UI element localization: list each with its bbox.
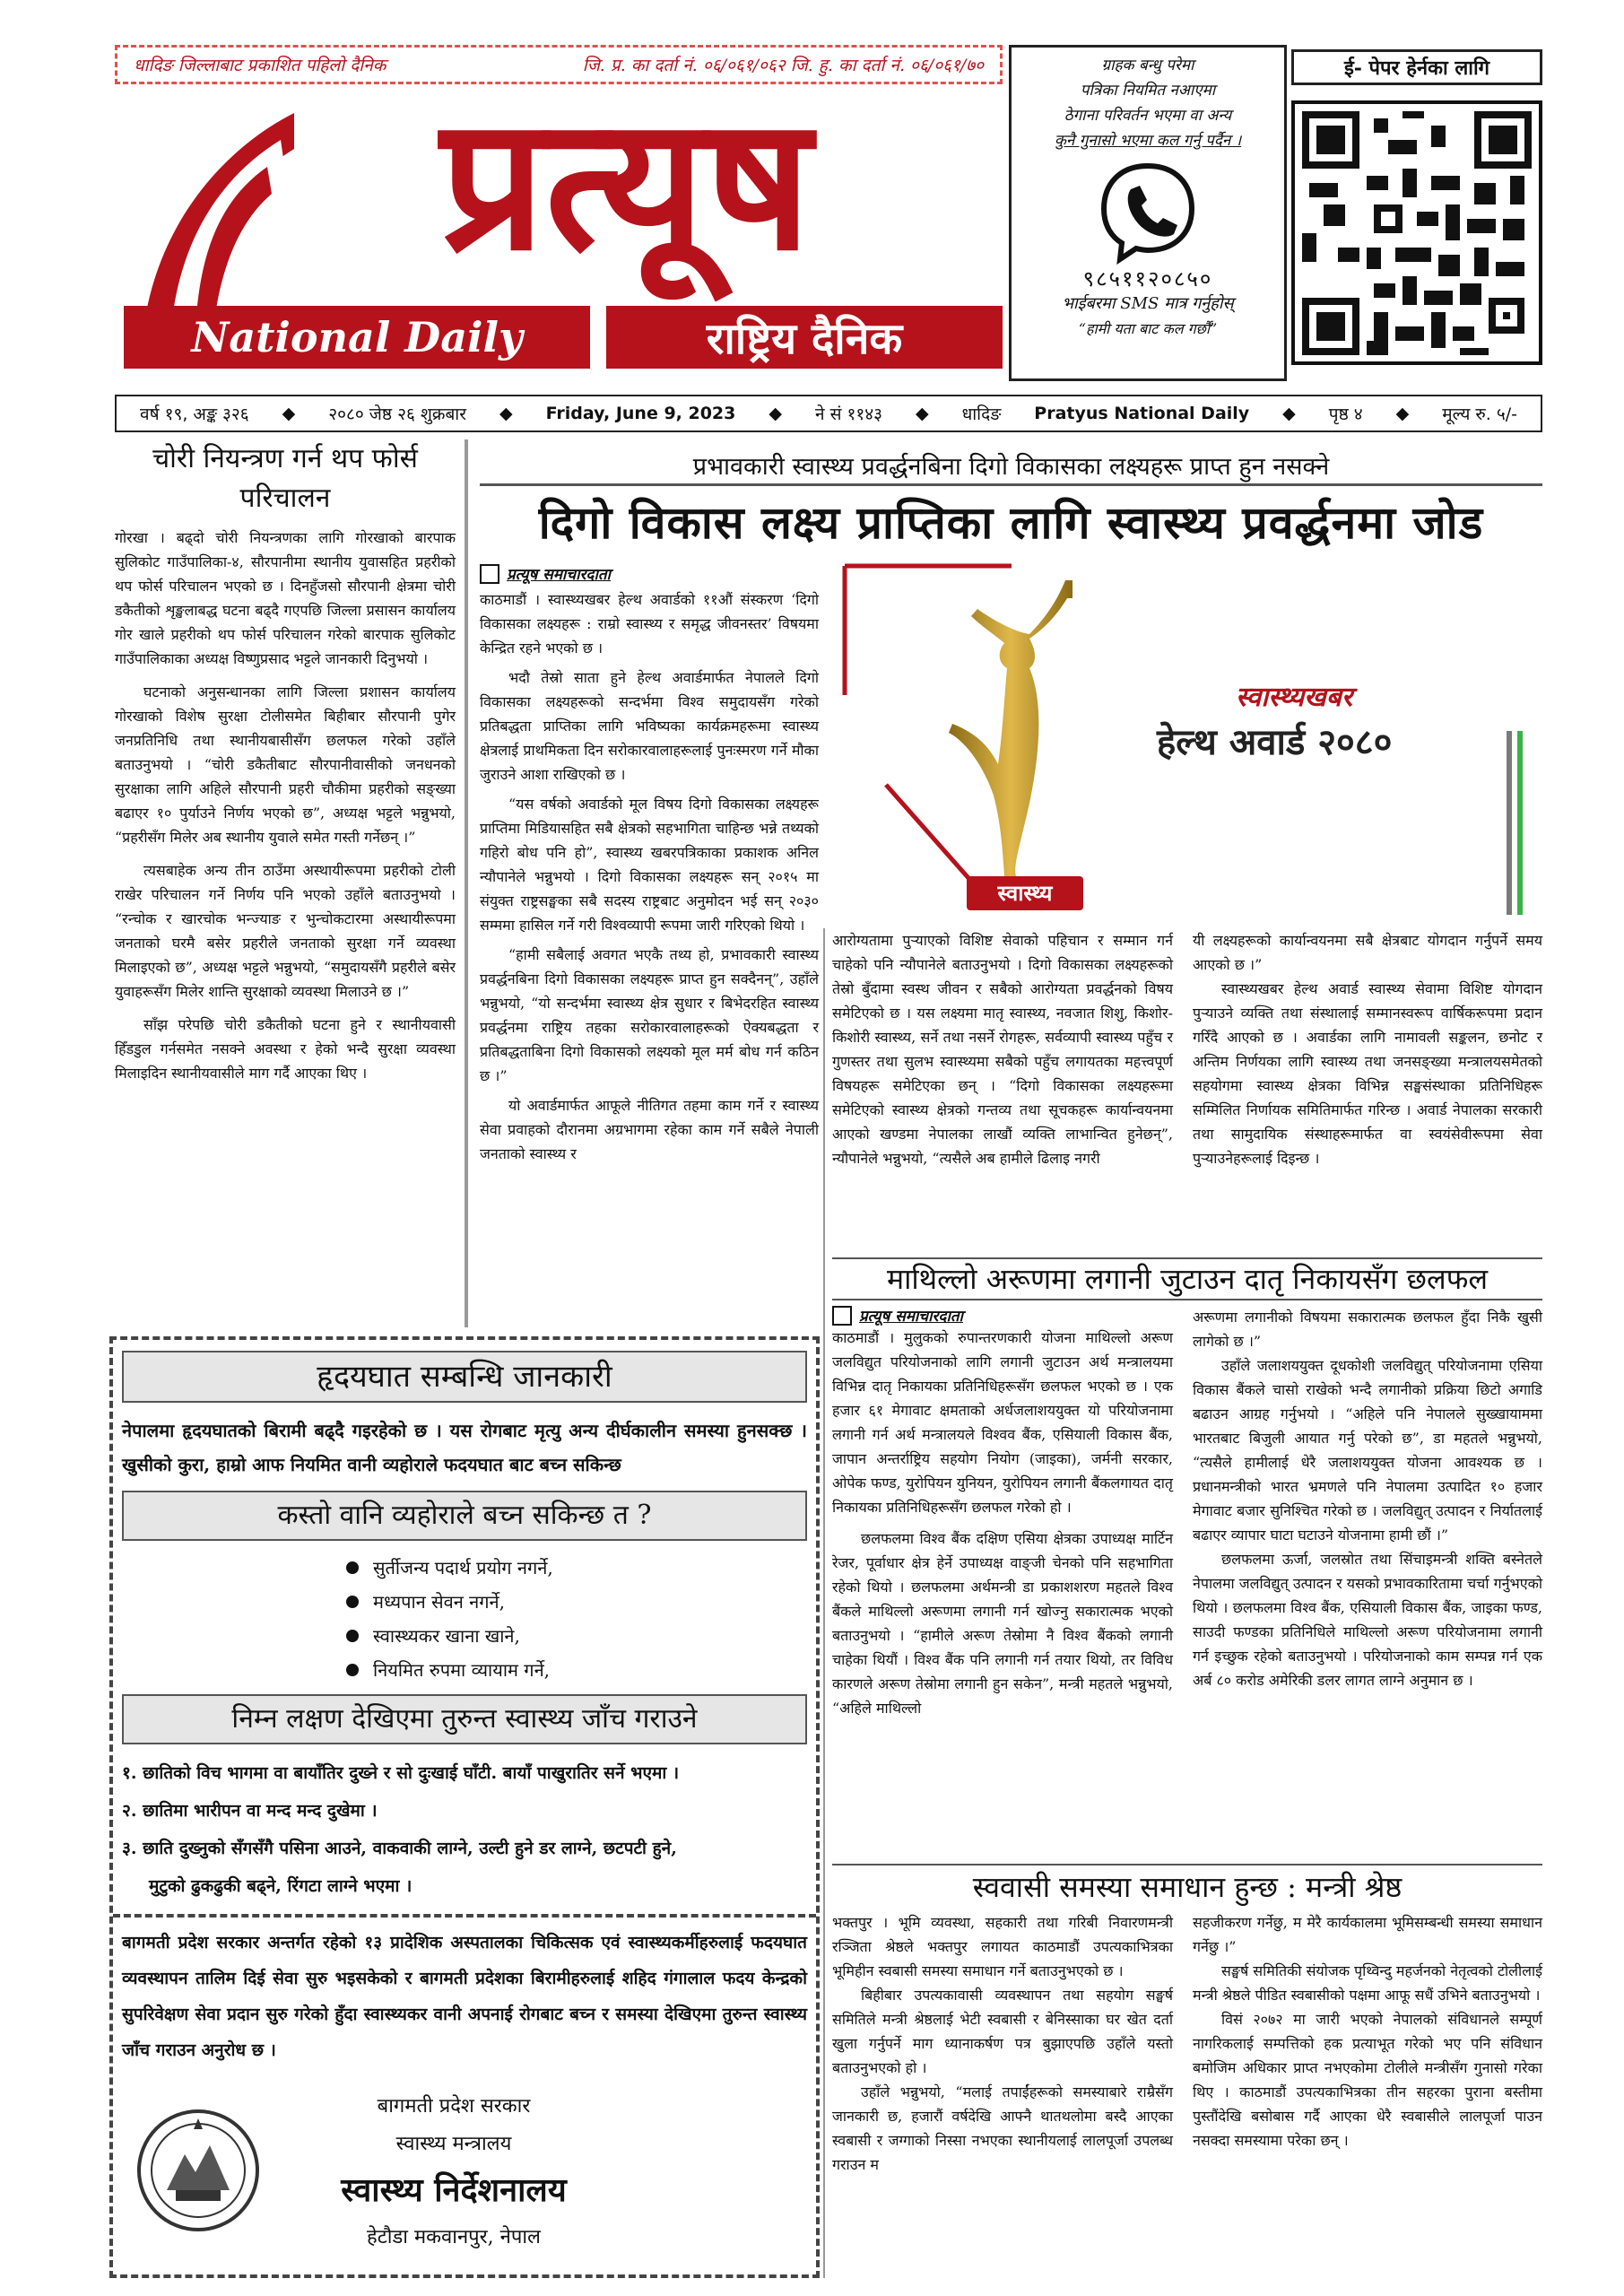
gov-line-1: बागमती प्रदेश सरकार (377, 2095, 531, 2118)
main-headline: दिगो विकास लक्ष्य प्राप्तिका लागि स्वास्थ्य प्रवर्द्धनमा जोड (538, 497, 1484, 549)
dateline-bar: वर्ष १९, अङ्क ३२६ ◆ २०८० जेष्ठ २६ शुक्रबार ◆ Friday, June 9, 2023 ◆ ने सं ११४३ ◆ धादिङ Pratyus National Daily ◆ पृष्ठ ४ ◆ मूल्य रु. ५/- (115, 395, 1542, 432)
main-col-1 (480, 563, 819, 1335)
notice-line: पत्रिका नियमित नआएमा (1080, 82, 1216, 100)
list-item: २. छातिमा भारीपन वा मन्द मन्द दुखेमा । (122, 1801, 378, 1821)
dateline-english-date: Friday, June 9, 2023 (545, 404, 736, 423)
notice-footer-text: बागमती प्रदेश सरकार अन्तर्गत रहेको १३ प्रादेशिक अस्पतालका चिकित्सक एवं स्वास्थ्यकर्मीहरुलाई फदयघात व्यवस्थापन तालिम दिई सेवा सुरु भइसकेको र बागमती प्रदेशका बिरामीहरुलाई शहिद गंगालाल फदय केन्द्रको सुपरिवेक्षण सेवा प्रदान सुरु गरेको हुँदा स्वास्थ्यकर वानी अपनाई रोगबाट बच्न र समस्या देखिएमा तुरुन्त स्वास्थ्य जाँच गराउन अनुरोध छ । (122, 1933, 807, 2060)
notice-intro: नेपालमा हृदयघातको बिरामी बढ्दै गइरहेको छ । यस रोगबाट मृत्यु अन्य दीर्घकालीन समस्या हुनसक्छ । खुसीको कुरा, हाम्रो आफ नियमित वानी व्यहोराले फदयघात बाट बच्न सकिन्छ (122, 1420, 807, 1475)
dateline-place: धादिङ (961, 404, 1002, 424)
logo-nepali: प्रत्यूष (440, 78, 812, 291)
list-item: मुटुको ढुकढुकी बढ्ने, रिंगटा लाग्ने भएमा । (149, 1876, 413, 1896)
left-article-body (115, 526, 456, 1085)
paragraph: घटनाको अनुसन्धानका लागि जिल्ला प्रशासन कार्यालय गोरखाको विशेष सुरक्षा टोलीसमेत बिहीबार सौरपानी पुगेर जनप्रतिनिधि तथा स्थानीयबासीसँग छलफल गरेको उहाँले बताउनुभयो । “चोरी डकैतीबाट सौरपानीवासीको जनधनको सुरक्षाका लागि अहिले सौरपानी प्रहरी चौकीमा प्रहरीको सङ्ख्या बढाएर १० पुर्याउने निर्णय भएको छ”, अध्यक्ष भट्टले भन्नुभयो, “प्रहरीसँग मिलेर अब स्थानीय युवाले समेत गस्ती गर्नेछन् ।” (115, 683, 456, 846)
main-col-3 (1193, 928, 1542, 1251)
reader-notice-box (1009, 45, 1287, 381)
viber-phone-icon (1095, 159, 1201, 265)
logo (115, 78, 1003, 373)
main-col-1-body (480, 587, 819, 1166)
squatter-col-1 (832, 1910, 1173, 2278)
byline-box-icon (832, 1306, 852, 1326)
logo-subtitle: राष्ट्रिय दैनिक (706, 313, 903, 364)
paragraph: छलफलमा विश्व बैंक दक्षिण एसिया क्षेत्रका उपाध्यक्ष मार्टिन रेजर, पूर्वाधार क्षेत्र हेर्ने उपाध्यक्ष वाङ्जी चेनको पनि सहभागिता रहेको थियो । छलफलमा अर्थमन्त्री डा प्रकाशशरण महतले विश्व बैंकले माथिल्लो अरूणमा लगानी गर्न खोज्नु सकारात्मक भएको बताउनुभयो । “हामीले अरूण तेस्रोमा नै विश्व बैंकको लगानी चाहेका थियौं । विश्व बैंक पनि लगानी गर्न तयार थियो, तर विविध कारणले अरूण तेस्रोमा लगानी हुन सकेन”, मन्त्री महतले भन्नुभयो, “अहिले माथिल्लो (832, 1530, 1173, 1717)
dateline-year: वर्ष १९, अङ्क ३२६ (140, 404, 249, 424)
symptoms-list (122, 1754, 807, 1907)
column-divider (465, 439, 468, 1327)
bullet-icon (346, 1596, 359, 1608)
paragraph: गोरखा । बढ्दो चोरी नियन्त्रणका लागि गोरखाको बारपाक सुलिकोट गाउँपालिका-४, सौरपानीमा स्थानीय युवासहित प्रहरीको थप फोर्स परिचालन भएको छ । दिनहुँजसो सौरपानी क्षेत्रमा चोरी डकैतीको शृङ्खलाबद्ध घटना बढ्दै गएपछि जिल्ला प्रसासन कार्यालय गोर खाले प्रहरीको थप फोर्स परिचालन गरेको बारपाक सुलिकोट गाउँपालिकाका अध्यक्ष विष्णुप्रसाद भट्टले जानकारी दिनुभयो । (115, 529, 456, 667)
dateline-nepali-date: २०८० जेष्ठ २६ शुक्रबार (328, 404, 466, 424)
paragraph: बिहीबार उपत्यकावासी व्यवस्थापन तथा सहयोग सङ्घर्ष समितिले मन्त्री श्रेष्ठलाई भेटी स्वबासी र बेनिस्साका घर खेत दर्ता खुला गर्नुपर्ने माग ध्यानाकर्षण पत्र बुझाएपछि उहाँले यस्तो बताउनुभएको हो । (832, 1987, 1173, 2076)
list-item: स्वास्थ्यकर खाना खाने, (346, 1619, 750, 1653)
gov-line-3: स्वास्थ्य निर्देशनालय (341, 2171, 567, 2209)
list-item: १. छातिको विच भागमा वा बायाँतिर दुख्ने र सो दुःखाई घाँटी. बायाँ पाखुरातिर सर्ने भएमा । (122, 1763, 680, 1783)
logo-english: National Daily (191, 313, 523, 361)
bullet-icon (346, 1561, 359, 1574)
habits-list (346, 1551, 750, 1694)
left-article (115, 439, 456, 1327)
paragraph: उहाँले भन्नुभयो, “मलाई तपाईंहरूको समस्याबारे राम्रैसँग जानकारी छ, हजारौं वर्षदेखि आफ्नै थातथलोमा बस्दै आएका स्वबासी र जग्गाको निस्सा नभएका स्थानीयलाई लालपूर्जा उपलब्ध गराउन म (832, 2083, 1173, 2173)
paragraph: अरूणमा लगानीको विषयमा सकारात्मक छलफल हुँदा निकै खुसी लागेको छ ।” (1193, 1309, 1542, 1350)
award-title: हेल्थ अवार्ड २०८० (1157, 722, 1393, 763)
top-right-tag: जि. प्र. का दर्ता नं. ०६/०६१/०६२ जि. हु. का दर्ता नं. ०६/०६१/७० (582, 56, 984, 75)
bullet-icon (346, 1630, 359, 1642)
masthead (115, 45, 1012, 381)
main-col-2 (832, 928, 1173, 1251)
paragraph: भक्तपुर । भूमि व्यवस्था, सहकारी तथा गरिबी निवारणमन्त्री रञ्जिता श्रेष्ठले भक्तपुर लगायत काठमाडौं उपत्यकाभित्रका भूमिहीन स्वबासी समस्या समाधान गर्ने बताउनुभएको छ । (832, 1914, 1173, 1979)
notice-separator (113, 1914, 816, 1918)
epaper-label: ई- पेपर हेर्नका लागि (1291, 49, 1542, 85)
paragraph: काठमाडौं । स्वास्थ्यखबर हेल्थ अवार्डको ११औं संस्करण ‘दिगो विकासका लक्ष्यहरू : राम्रो स्वास्थ्य र समृद्ध जीवनस्तर’ विषयमा केन्द्रित रहने भएको छ । (480, 591, 819, 657)
main-kicker: प्रभावकारी स्वास्थ्य प्रवर्द्धनबिना दिगो विकासका लक्ष्यहरू प्राप्त हुन नसक्ने (480, 448, 1542, 486)
byline-box-icon (480, 564, 499, 584)
award-brand: स्वास्थ्यखबर (1236, 682, 1353, 713)
gov-line-4: हेटौडा मकवानपुर, नेपाल (367, 2226, 541, 2248)
paragraph: सङ्घर्ष समितिकी संयोजक पृथ्विन्दु महर्जनको नेतृत्वको टोलीलाई मन्त्री श्रेष्ठले पीडित स्वबासीको पक्षमा आफू सधैं उभिने बताउनुभयो । (1193, 1962, 1542, 2004)
paragraph: उहाँले जलाशययुक्त दूधकोशी जलविद्युत् परियोजनामा एसिया विकास बैंकले चासो राखेको भन्दै लगानीको प्रक्रिया छिटो अगाडि बढाउन आग्रह गर्नुभयो । “अहिले पनि नेपालले सुख्खायाममा भारतबाट बिजुली आयात गर्नु परेको छ”, डा महतले भन्नुभयो, “त्यसैले हामीलाई धेरै जलाशययुक्त योजना आवश्यक छ । प्रधानमन्त्रीको भारत भ्रमणले पनि नेपालमा उत्पादित १० हजार मेगावाट बजार सुनिश्चित गरेको छ । जलविद्युत् उत्पादन र निर्यातलाई बढाएर व्यापार घाटा घटाउने योजनामा हामी छौं ।” (1193, 1357, 1542, 1544)
paragraph: “हामी सबैलाई अवगत भएकै तथ्य हो, प्रभावकारी स्वास्थ्य प्रवर्द्धनबिना दिगो विकासका लक्ष्यहरू प्राप्त हुन सक्दैनन्”, उहाँले भन्नुभयो, “यो सन्दर्भमा स्वास्थ्य क्षेत्र सुधार र बिभेदरहित स्वास्थ्य प्रवर्द्धनमा राष्ट्रिय तहका सरोकारवालाहरूको ऐक्यबद्धता र प्रतिबद्धताबिना दिगो विकासको लक्ष्यको मूल मर्म बोध गर्न कठिन छ ।” (480, 946, 819, 1084)
hydro-headline: माथिल्लो अरूणमा लगानी जुटाउन दातृ निकायसँग छलफल (832, 1257, 1542, 1300)
gov-line-2: स्वास्थ्य मन्त्रालय (395, 2133, 512, 2155)
logo-english-banner (124, 306, 590, 369)
paragraph: साँझ परेपछि चोरी डकैतीको घटना हुने र स्थानीयवासी हिँडडुल गर्नसमेत नसक्ने अवस्था र हेको भन्दै सुरक्षा व्यवस्था मिलाइदिन स्थानीयवासीले माग गर्दै आएका थिए । (115, 1016, 456, 1082)
main-byline: प्रत्यूष समाचारदाता (480, 563, 819, 584)
notice-line: ग्राहक बन्धु परेमा (1101, 57, 1194, 74)
top-left-tag: धादिङ जिल्लाबाट प्रकाशित पहिलो दैनिक (134, 56, 386, 75)
dateline-paper-name: Pratyus National Daily (1034, 404, 1250, 423)
viber-number: ९८५११२०८५० (1082, 266, 1213, 291)
squatter-col-2 (1193, 1910, 1542, 2278)
nepal-emblem-icon (131, 2100, 265, 2235)
paragraph: भदौ तेस्रो साता हुने हेल्थ अवार्डमार्फत नेपालले दिगो विकासका लक्ष्यहरूको सन्दर्भमा विश्व समुदायसँग गरेको प्रतिबद्धता प्राप्तिका लागि भविष्यका कार्यक्रमहरूमा स्वास्थ्य क्षेत्रलाई प्राथमिकता दिन सरोकारवालाहरूलाई पुनःस्मरण गर्ने मौका जुराउने आशा राखिएको छ । (480, 669, 819, 783)
paragraph: यी लक्ष्यहरूको कार्यान्वयनमा सबै क्षेत्रबाट योगदान गर्नुपर्ने समय आएको छ ।” (1193, 932, 1542, 973)
list-item: मध्यपान सेवन नगर्ने, (346, 1585, 750, 1619)
dateline-ne-sam: ने सं ११४३ (814, 404, 882, 424)
trophy-base-label: स्वास्थ्य (997, 881, 1053, 906)
hydro-col-2 (1193, 1305, 1542, 1852)
list-item: नियमित रुपमा व्यायाम गर्ने, (346, 1653, 750, 1687)
notice-line: कुनै गुनासो भएमा कल गर्नु पर्दैन । (1054, 132, 1242, 150)
hydro-byline: प्रत्यूष समाचारदाता (832, 1305, 1173, 1326)
logo-subtitle-banner (606, 306, 1003, 369)
left-article-headline: चोरी नियन्त्रण गर्न थप फोर्स परिचालन (152, 443, 418, 514)
column-divider (823, 928, 825, 2278)
trophy-icon (931, 562, 1110, 921)
viber-quote: “हामी यता बाट कल गर्छौं” (1078, 320, 1218, 337)
paragraph: स्वास्थ्यखबर हेल्थ अवार्ड स्वास्थ्य सेवामा विशिष्ट योगदान पुऱ्याउने व्यक्ति तथा संस्थालाई सम्मानस्वरूप वार्षिकरूपमा प्रदान गरिँदै आएको छ । अवार्डका लागि नामावली सङ्कलन, छनोट र अन्तिम निर्णयका लागि स्वास्थ्य तथा जनसङ्ख्या मन्त्रालयसमेतको सहयोगमा स्वास्थ्य क्षेत्रका विभिन्न सङ्घसंस्थाका प्रतिनिधिहरू सम्मिलित निर्णायक समितिमार्फत गरिन्छ । अवार्ड नेपालका सरकारी तथा सामुदायिक संस्थाहरूमार्फत वा स्वयंसेवीरूपमा सेवा पुऱ्याउनेहरूलाई दिइन्छ । (1193, 980, 1542, 1167)
qr-code[interactable] (1291, 100, 1542, 365)
health-notice-ad (109, 1336, 820, 2278)
list-item: सुर्तीजन्य पदार्थ प्रयोग नगर्ने, (346, 1551, 750, 1585)
symptoms-title: निम्न लक्षण देखिएमा तुरुन्त स्वास्थ्य जाँच गराउने (122, 1694, 807, 1744)
squatter-headline: स्ववासी समस्या समाधान हुन्छ : मन्त्री श्रेष्ठ (832, 1864, 1542, 1907)
paragraph: यो अवार्डमार्फत आफूले नीतिगत तहमा काम गर्ने र स्वास्थ्य सेवा प्रवाहको दौरानमा अग्रभागमा रहेका काम गर्ने सबैले नेपाली जनताको स्वास्थ्य र (480, 1097, 819, 1162)
viber-cta: भाईबरमा SMS मात्र गर्नुहोस् (1062, 294, 1234, 313)
paragraph: त्यसबाहेक अन्य तीन ठाउँमा अस्थायीरूपमा प्रहरीको टोली राखेर परिचालन गर्ने निर्णय पनि भएको उहाँले बताउनुभयो । “रन्चोक र खारचोक भन्ज्याङ र भुन्चोकटारमा अस्थायीरूपमा जनताको घरमै बसेर प्रहरीले जनताको सुरक्षा गर्ने व्यवस्था मिलाइएको छ”, अध्यक्ष भट्टले भन्नुभयो, “समुदायसँगै प्रहरीले बसेर युवाहरूसँग मिलेर शान्ति सुरक्षाको व्यवस्था मिलाउने छ ।” (115, 862, 456, 1000)
paragraph: सहजीकरण गर्नेछु, म मेरै कार्यकालमा भूमिसम्बन्धी समस्या समाधान गर्नेछु ।” (1193, 1914, 1542, 1955)
list-item: ३. छाति दुख्नुको सँगसँगै पसिना आउने, वाकवाकी लाग्ने, उल्टी हुने डर लाग्ने, छटपटी हुने, (122, 1839, 677, 1858)
habits-title: कस्तो वानि व्यहोराले बच्न सकिन्छ त ? (122, 1491, 807, 1541)
paragraph: काठमाडौं । मुलुकको रुपान्तरणकारी योजना माथिल्लो अरूण जलविद्युत परियोजनाको लागि लगानी जुटाउन अर्थ मन्त्रालयमा विभिन्न दातृ निकायका प्रतिनिधिहरूसँग छलफल भएको छ । एक हजार ६१ मेगावाट क्षमताको अर्धजलाशययुक्त यो परियोजनामा लगानी गर्न अर्थ मन्त्रालयले विश्वव बैंक, एसियाली विकास बैंक, जापान अन्तर्राष्ट्रिय सहयोग नियोग (जाइका), जर्मनी सरकार, ओपेक फण्ड, युरोपियन युनियन, युरोपियन लगानी बैंकलगायत दातृ निकायका प्रतिनिधिहरूसँग छलफल गरेको हो । (832, 1329, 1173, 1516)
paragraph: आरोग्यतामा पुऱ्याएको विशिष्ट सेवाको पहिचान र सम्मान गर्न चाहेको पनि न्यौपानेले बताउनुभयो । दिगो विकासका लक्ष्यहरूको तेस्रो बुँदामा स्वस्थ जीवन र सबैको आरोग्यता प्रवर्द्धनको विषय समेटिएको छ । यस लक्ष्यमा मातृ स्वास्थ्य, नवजात शिशु, किशोर-किशोरी स्वास्थ्य, सर्ने तथा नसर्ने रोगहरू, सर्वव्यापी स्वास्थ्य पहुँच र गुणस्तर तथा सुलभ स्वास्थ्यमा सबैको पहुँच लगायतका महत्त्वपूर्ण विषयहरू समेटिएका छन् । “दिगो विकासका लक्ष्यहरूमा समेटिएको स्वास्थ्य क्षेत्रको गन्तव्य तथा सूचकहरू कार्यान्वयनमा आएको खण्डमा नेपालका लाखौं व्यक्ति लाभान्वित हुनेछन्”, न्यौपानेले भन्नुभयो, “त्यसैले अब हामीले ढिलाइ नगरी (832, 932, 1173, 1167)
notice-line: ठेगाना परिवर्तन भएमा वा अन्य (1064, 107, 1232, 125)
dateline-page: पृष्ठ ४ (1328, 404, 1363, 424)
dateline-price: मूल्य रु. ५/- (1442, 404, 1517, 424)
notice-title: हृदयघात सम्बन्धि जानकारी (122, 1351, 807, 1403)
paragraph: विसं २०७२ मा जारी भएको नेपालको संविधानले सम्पूर्ण नागरिकलाई सम्पत्तिको हक प्रत्याभूत गरेको भए पनि संविधान बमोजिम अधिकार प्राप्त नभएकोमा टोलीले मन्त्रीसँग गुनासो गरेका थिए । काठमाडौं उपत्यकाभित्रका तीन सहरका पुराना बस्तीमा पुस्तौंदेखि बसोबास गर्दै आएका धेरै स्वबासीले लालपूर्जा पाउन नसक्दा समस्यामा परेका छन् । (1193, 2011, 1542, 2149)
paragraph: छलफलमा ऊर्जा, जलस्रोत तथा सिंचाइमन्त्री शक्ति बस्नेतले नेपालमा जलविद्युत् उत्पादन र यसको प्रभावकारितामा चर्चा गर्नुभएको थियो । छलफलमा विश्व बैंक, एसियाली विकास बैंक, जाइका फण्ड, साउदी फण्डका प्रतिनिधिले माथिल्लो अरूण परियोजनामा लगानी गर्न इच्छुक रहेको बताउनुभयो । परियोजनाको काम सम्पन्न गर्न एक अर्ब ८० करोड अमेरिकी डलर लागत लाग्ने अनुमान छ । (1193, 1551, 1542, 1689)
hydro-col-1 (832, 1305, 1173, 1852)
health-award-image (832, 552, 1542, 928)
paragraph: “यस वर्षको अवार्डको मूल विषय दिगो विकासका लक्ष्यहरू प्राप्तिमा मिडियासहित सबै क्षेत्रको सहभागिता चाहिन्छ भन्ने तथ्यको गहिरो बोध पनि हो”, स्वास्थ्य खबरपत्रिकाका प्रकाशक अनिल न्यौपानेले भन्नुभयो । दिगो विकासका लक्ष्यहरू सन् २०१५ मा संयुक्त राष्ट्रसङ्घका सबै सदस्य राष्ट्रबाट अनुमोदन भई सन् २०३० सम्ममा हासिल गर्ने गरी विश्वव्यापी रूपमा जारी गरिएको थियो । (480, 796, 819, 934)
bullet-icon (346, 1664, 359, 1676)
